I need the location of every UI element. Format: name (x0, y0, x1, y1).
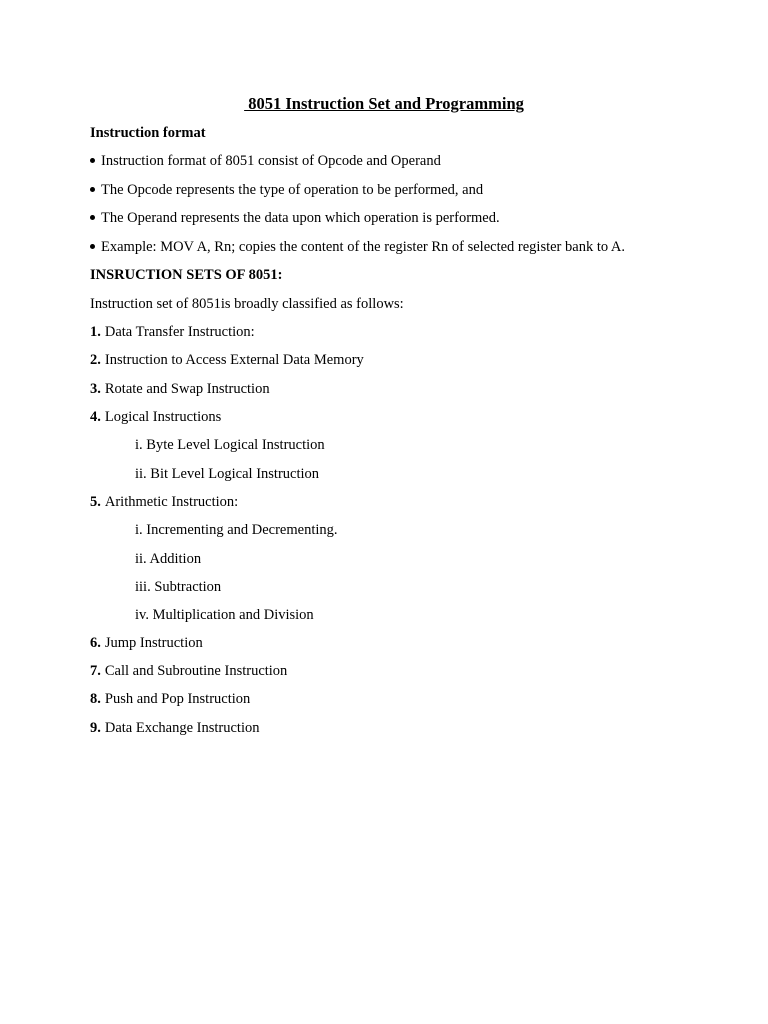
list-item (90, 718, 259, 738)
list-number: 3. (90, 381, 101, 397)
list-text: Rotate and Swap Instruction (104, 381, 270, 397)
list-text: Data Exchange Instruction (104, 720, 260, 736)
bullet-text: Instruction format of 8051 consist of Opcode and Operand (101, 153, 441, 169)
list-text: Instruction to Access External Data Memory (104, 352, 364, 368)
intro-paragraph: Instruction set of 8051is broadly classified as follows: (90, 296, 404, 312)
section-heading-instruction-sets: INSRUCTION SETS OF 8051: (90, 267, 283, 283)
sub-list-item: ii. Bit Level Logical Instruction (135, 466, 320, 482)
list-number: 9. (90, 720, 101, 736)
list-item (90, 661, 287, 681)
bullet-icon (90, 244, 95, 249)
bullet-icon (90, 187, 95, 192)
bullet-item (90, 151, 441, 171)
bullet-text: The Opcode represents the type of operation to be performed, and (101, 182, 484, 198)
bullet-icon (90, 158, 95, 163)
sub-list-item: iv. Multiplication and Division (135, 607, 314, 623)
list-text: Push and Pop Instruction (104, 691, 251, 707)
sub-list-item: ii. Addition (135, 551, 202, 567)
bullet-item (90, 237, 625, 257)
list-text: Arithmetic Instruction: (104, 494, 239, 510)
bullet-text: Example: MOV A, Rn; copies the content of the register Rn of selected register bank to A. (101, 239, 626, 255)
list-item (90, 379, 270, 399)
list-number: 2. (90, 352, 101, 368)
list-text: Logical Instructions (104, 409, 222, 425)
list-number: 5. (90, 494, 101, 510)
document-title: 8051 Instruction Set and Programming (244, 94, 524, 113)
list-item (90, 633, 203, 653)
list-text: Data Transfer Instruction: (104, 324, 255, 340)
list-number: 8. (90, 691, 101, 707)
list-number: 4. (90, 409, 101, 425)
list-number: 7. (90, 663, 101, 679)
list-item (90, 689, 250, 709)
list-item (90, 492, 238, 512)
list-item (90, 322, 255, 342)
sub-list-item: iii. Subtraction (135, 579, 222, 595)
sub-list-item: i. Byte Level Logical Instruction (135, 437, 325, 453)
bullet-item (90, 208, 500, 228)
bullet-item (90, 180, 483, 200)
bullet-text: The Operand represents the data upon which operation is performed. (101, 210, 500, 226)
bullet-icon (90, 215, 95, 220)
list-number: 6. (90, 635, 101, 651)
list-text: Jump Instruction (104, 635, 203, 651)
list-number: 1. (90, 324, 101, 340)
section-heading-instruction-format: Instruction format (90, 125, 206, 141)
list-item (90, 407, 221, 427)
list-item (90, 350, 364, 370)
list-text: Call and Subroutine Instruction (104, 663, 288, 679)
sub-list-item: i. Incrementing and Decrementing. (135, 522, 338, 538)
